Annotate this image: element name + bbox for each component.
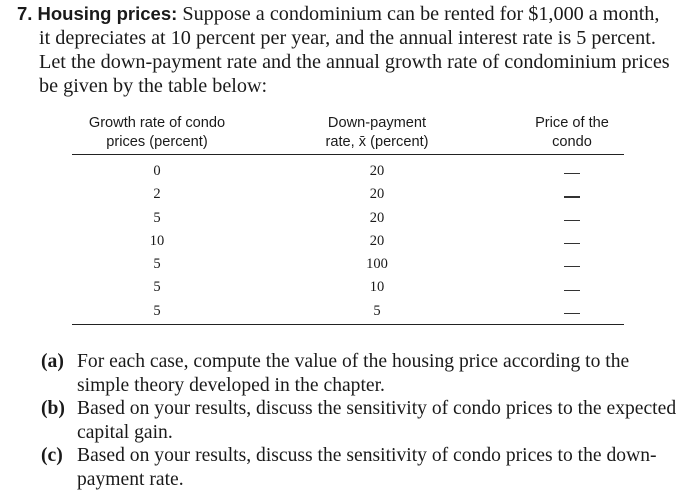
blank-dash (564, 173, 580, 174)
cell-growth: 5 (153, 302, 161, 319)
blank-dash (564, 243, 580, 244)
cell-down-payment: 5 (373, 302, 381, 319)
cell-growth: 5 (153, 209, 161, 226)
part-c-label: (c) (41, 445, 63, 466)
header-growth-rate (72, 114, 242, 152)
cell-down-payment: 100 (366, 256, 388, 273)
table-row (72, 230, 624, 253)
table-row (72, 276, 624, 299)
cell-down-payment: 20 (369, 163, 385, 179)
header-price-line-1: Price of the (535, 115, 609, 131)
part-a (41, 350, 689, 397)
header-down-payment (292, 114, 462, 152)
cell-price-blank (556, 183, 588, 206)
header-growth-line-2: prices (percent) (106, 134, 208, 150)
blank-dash (564, 313, 580, 314)
table-row (72, 207, 624, 230)
cell-growth: 5 (153, 279, 161, 296)
problem-statement (17, 2, 689, 98)
problem-line-3: Let the down-payment rate and the annual growth rate of condominium prices (39, 51, 670, 73)
part-c-line-2: payment rate. (77, 468, 184, 490)
header-down-line-1: Down-payment (327, 115, 427, 131)
cell-price-blank (556, 300, 588, 323)
table-row (72, 300, 624, 323)
blank-dash (564, 290, 580, 291)
problem-number: 7. (17, 3, 33, 24)
table-header (72, 114, 624, 156)
table-row (72, 253, 624, 276)
cell-down-payment: 20 (369, 209, 385, 226)
part-b-line-1: Based on your results, discuss the sensitivity of condo prices to the expected (77, 398, 677, 419)
table-bottom-rule (72, 324, 624, 325)
part-c (41, 444, 689, 491)
table-row (72, 183, 624, 206)
header-down-line-2: rate, x̄ (percent) (325, 134, 429, 150)
cell-price-blank (556, 160, 588, 183)
cell-growth: 10 (149, 232, 165, 249)
blank-dash (564, 266, 580, 267)
part-b-line-2: capital gain. (77, 421, 173, 443)
table-body (72, 160, 624, 323)
part-b (41, 397, 689, 444)
cell-down-payment: 10 (369, 279, 385, 296)
problem-line-1: Suppose a condominium can be rented for $1,000 a month, (182, 3, 660, 25)
cell-growth: 2 (153, 186, 161, 203)
part-a-label: (a) (41, 351, 64, 372)
cell-price-blank (556, 207, 588, 230)
cell-down-payment: 20 (369, 232, 385, 249)
cell-growth: 5 (153, 256, 161, 273)
problem-heading: Housing prices: (37, 3, 178, 24)
part-c-line-1: Based on your results, discuss the sensitivity of condo prices to the down- (77, 445, 657, 466)
cell-price-blank (556, 230, 588, 253)
cell-growth: 0 (153, 163, 161, 179)
table-top-rule (72, 154, 624, 155)
problem-line-4: be given by the table below: (39, 75, 268, 97)
part-a-line-1: For each case, compute the value of the housing price according to the (77, 351, 630, 372)
part-a-line-2: simple theory developed in the chapter. (77, 374, 385, 396)
header-price (507, 114, 637, 152)
table-row (72, 160, 624, 183)
header-growth-line-1: Growth rate of condo (88, 115, 226, 131)
blank-dash (564, 196, 580, 197)
cell-down-payment: 20 (369, 186, 385, 203)
header-price-line-2: condo (552, 134, 592, 150)
cell-price-blank (556, 276, 588, 299)
data-table (72, 114, 624, 156)
blank-dash (564, 220, 580, 221)
question-parts (41, 350, 689, 491)
problem-line-2: it depreciates at 10 percent per year, and the annual interest rate is 5 percent. (39, 27, 656, 49)
cell-price-blank (556, 253, 588, 276)
part-b-label: (b) (41, 398, 65, 419)
